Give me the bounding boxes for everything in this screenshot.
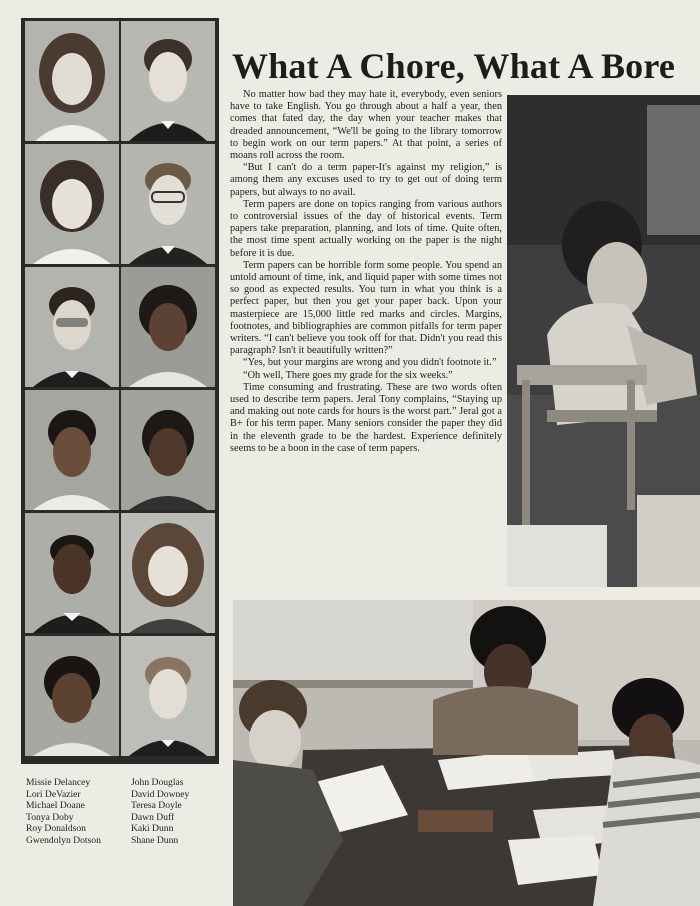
name-entry: Kaki Dunn xyxy=(131,823,174,835)
article-paragraph: Term papers can be horrible form some people. You spend an untold amount of time, ink, and liquid paper with some times not so good as expected results. You turn in what you think is a perfect paper, but then you get your paper back. Upon your masterpiece are 15,000 little red marks and circles. Margins, footnotes, and bibliographies are common pitfalls for term paper writers. “I can't believe you took off for that. Didn't you read this paragraph? Isn't it beautifully written?” xyxy=(230,259,502,357)
names-right-column xyxy=(131,777,189,847)
name-entry: Dawn Duff xyxy=(131,811,175,823)
name-entry: Tonya Doby xyxy=(26,811,74,823)
name-entry: Shane Dunn xyxy=(131,834,179,846)
name-entry: Gwendolyn Dotson xyxy=(26,834,101,846)
article-paragraph: “But I can't do a term paper-It's against my religion,” is among them any excuses used to try to get out of doing term papers, but always to no avail. xyxy=(230,162,502,198)
name-entry: Lori DeVazier xyxy=(26,788,81,800)
article-paragraph: Time consuming and frustrating. These are two words often used to describe term papers. Jeral Tony complains, “Staying up and making out note cards for hours is the worst part.” Jeral got a B+ for his term paper. Many seniors consider the paper they did in the eleventh grade to be the hardest. Experience definitely seems to be a boon in the case of term papers. xyxy=(230,381,502,454)
name-entry: Teresa Doyle xyxy=(131,800,182,812)
name-entry: Missie Delancey xyxy=(26,777,91,788)
name-entry: Michael Doane xyxy=(26,800,85,812)
article-paragraph: Term papers are done on topics ranging from various authors to controversial issues of the day of historical events. Term papers take preparation, planning, and lots of time. Quite often, the most time spent actually working on the paper is the night before it is due. xyxy=(230,198,502,259)
photo-student-writing xyxy=(507,95,700,587)
portrait-gwendolyn-dotson xyxy=(25,513,119,633)
name-entry: John Douglas xyxy=(131,777,184,788)
portrait-grid xyxy=(21,18,219,764)
names-left-column xyxy=(26,777,101,847)
portrait-lori-devazier xyxy=(25,144,119,264)
photo-classroom-table xyxy=(233,600,700,906)
article-paragraph: No matter how bad they may hate it, everybody, even seniors have to take English. You go through about a half a year, then comes that fated day, the day when your teacher makes that dreaded announcement, “We'll be going to the library tomorrow to begin work on our term papers.” At that point, a series of moans roll across the room. xyxy=(230,89,502,162)
portrait-dawn-duff xyxy=(121,513,215,633)
page-title: What A Chore, What A Bore xyxy=(232,46,676,86)
name-entry: David Downey xyxy=(131,788,190,800)
portrait-michael-doane xyxy=(25,267,119,387)
portrait-tonya-doby xyxy=(121,267,215,387)
portrait-roy-donaldson xyxy=(25,390,119,510)
portrait-shane-dunn xyxy=(121,636,215,756)
article-paragraph: “Oh well, There goes my grade for the six weeks.” xyxy=(243,369,453,381)
portrait-missie-delancey xyxy=(25,21,119,141)
portrait-john-douglas xyxy=(121,21,215,141)
name-entry: Roy Donaldson xyxy=(26,823,86,835)
portrait-teresa-doyle xyxy=(121,390,215,510)
portrait-kaki-dunn xyxy=(25,636,119,756)
article-paragraph: “Yes, but your margins are wrong and you didn't footnote it.” xyxy=(243,357,497,369)
portrait-david-downey xyxy=(121,144,215,264)
article-body xyxy=(230,89,502,455)
